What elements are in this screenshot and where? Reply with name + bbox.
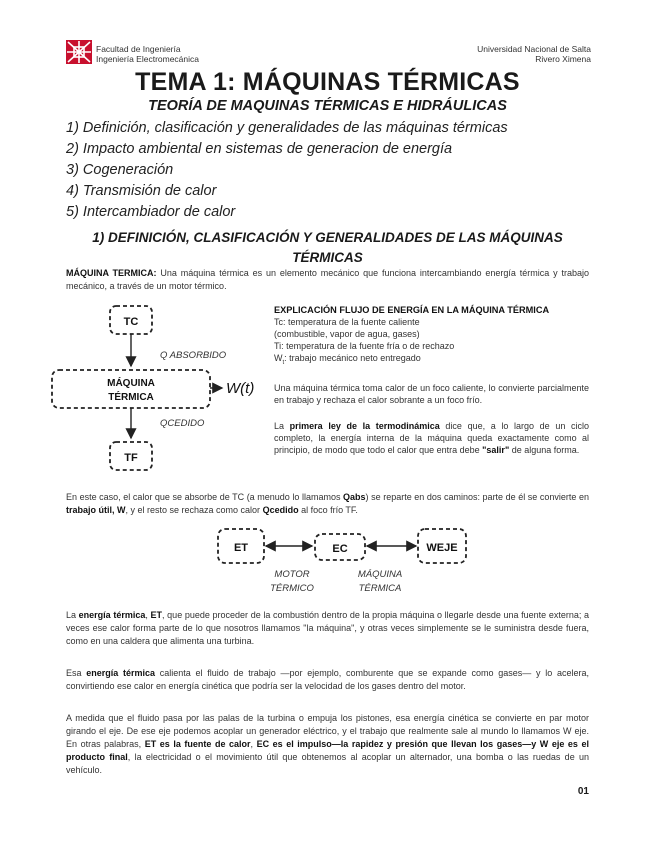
maquina-label-line1: MÁQUINA (357, 569, 403, 580)
flow-paragraph: En este caso, el calor que se absorbe de TC (a menudo lo llamamos Qabs) se reparte en dos caminos: parte de él se convierte en trabajo útil, W, y el resto se rechaza como calor Qcedido al foco frío TF. (66, 492, 589, 515)
ec-label: EC (332, 543, 348, 555)
weje-label: WEJE (426, 542, 458, 554)
faculty-logo (66, 40, 92, 64)
fluid-paragraph: Esa energía térmica calienta el fluido de trabajo —por ejemplo, comburente que se expande como gases— y lo acelera, convirtiendo ese calor en energía cinética que podría ser la velocidad de los gases dentro del motor. (66, 668, 589, 691)
turbine-paragraph: A medida que el fluido pasa por las palas de la turbina o empuja los pistones, esa energía cinética se convierte en par motor girando el eje. De ese eje podemos acoplar un generador eléctrico, y el trabajo que realmente sale al mundo lo llamamos W eje. En otras palabras, ET es la fuente de calor, EC es el impulso—la rapidez y presión que llevan los gases—y W eje es el producto final, la electricidad o el movimiento útil que obtenemos al acoplar un alternador, una bomba o las ruedas de un vehículo. (66, 713, 589, 775)
machine-label-line1: MÁQUINA (107, 378, 155, 389)
university-name: Universidad Nacional de Salta (477, 44, 591, 54)
toc-item-5: 5) Intercambiador de calor (66, 204, 236, 220)
toc-item-3: 3) Cogeneración (66, 162, 174, 178)
explanation-line4: $W_t$: trabajo mecánico neto entregado (274, 353, 421, 366)
university-block (477, 44, 591, 64)
explanation-block (274, 304, 589, 369)
explanation-line3: Ti: temperatura de la fuente fría o de rechazo (274, 341, 455, 351)
faculty-line1: Facultad de Ingeniería (96, 44, 181, 54)
toc-item-4: 4) Transmisión de calor (66, 183, 217, 199)
work-label: W(t) (226, 380, 255, 397)
motor-label-line1: MOTOR (274, 569, 310, 580)
tf-label: TF (124, 452, 138, 464)
q-absorbed-label: Q ABSORBIDO (160, 350, 227, 361)
energy-chain-diagram (210, 524, 475, 604)
thermal-energy-paragraph: La energía térmica, ET, que puede proceder de la combustión dentro de la propia máquina o llegarle desde una fuente externa; a veces ese calor forma parte de lo que nosotros llamamos "la máquina", y otras veces simplemente se le suministra desde fuera, como en una caldera que alimenta una turbina. (66, 610, 589, 646)
toc-item-2: 2) Impacto ambiental en sistemas de generacion de energía (66, 141, 453, 157)
toc-item-1: 1) Definición, clasificación y generalidades de las máquinas térmicas (66, 120, 508, 136)
definition-text: Una máquina térmica es un elemento mecánico que funciona intercambiando energía térmica y trabajo mecánico, a través de un motor térmico. (66, 268, 589, 291)
motor-label-line2: TÉRMICO (270, 583, 314, 594)
maquina-label-line2: TÉRMICA (358, 583, 402, 594)
heat-engine-diagram (50, 298, 275, 488)
explanation-line2: (combustible, vapor de agua, gases) (274, 329, 420, 339)
section-heading-line2: TÉRMICAS (292, 250, 363, 265)
faculty-line2: Ingeniería Electromecánica (96, 54, 200, 64)
explanation-paragraph-2: La primera ley de la termodinámica dice que, a lo largo de un ciclo completo, la energía interna de la máquina queda exactamente como al principio, de modo que todo el calor que entra debe "salir" de alguna forma. (274, 421, 589, 455)
et-label: ET (233, 542, 249, 554)
q-ceded-label: QCEDIDO (160, 418, 205, 429)
machine-label-line2: TÉRMICA (108, 392, 154, 403)
page-number: 01 (577, 786, 589, 797)
faculty-name (96, 44, 199, 64)
definition-term: MÁQUINA TERMICA: (66, 268, 157, 278)
page-title: TEMA 1: MÁQUINAS TÉRMICAS (135, 68, 520, 96)
section-heading (66, 228, 589, 268)
explanation-heading: EXPLICACIÓN FLUJO DE ENERGÍA EN LA MÁQUINA TÉRMICA (274, 305, 550, 315)
author-name: Rivero Ximena (535, 54, 591, 64)
page-subtitle: TEORÍA DE MAQUINAS TÉRMICAS E HIDRÁULICAS (148, 98, 507, 114)
definition-paragraph (66, 267, 589, 293)
section-heading-line1: 1) DEFINICIÓN, CLASIFICACIÓN Y GENERALIDADES DE LAS MÁQUINAS (92, 230, 563, 245)
explanation-paragraph-1: Una máquina térmica toma calor de un foco caliente, lo convierte parcialmente en trabajo y rechaza el calor sobrante a un foco frío. (274, 383, 589, 405)
explanation-line1: Tc: temperatura de la fuente caliente (274, 317, 420, 327)
tc-label: TC (123, 316, 139, 328)
